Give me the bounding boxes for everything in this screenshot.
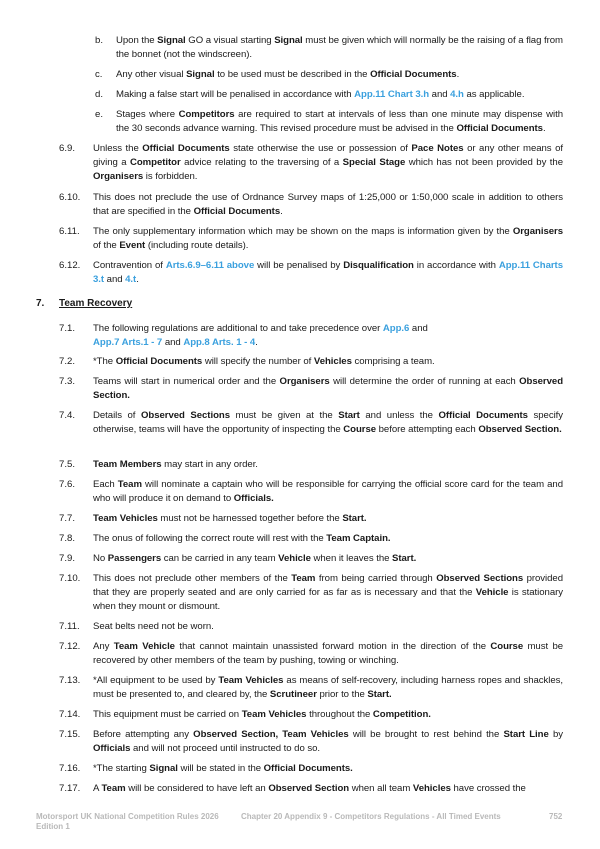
item-7-number: 7.14. xyxy=(59,709,81,720)
defined-term: Special Stage xyxy=(342,157,406,168)
text-run: as applicable. xyxy=(463,89,525,100)
text-run: that cannot maintain unassisted forward motion in the direction of the xyxy=(174,641,491,652)
item-6-text xyxy=(93,259,563,287)
item-6-number: 6.9. xyxy=(59,143,76,154)
defined-term: Official Documents xyxy=(456,123,543,134)
defined-term: Observed Section, Team Vehicles xyxy=(193,729,349,740)
text-run: . xyxy=(136,274,139,285)
defined-term: Team Vehicles xyxy=(241,709,307,720)
text-run: can be carried in any team xyxy=(161,553,279,564)
text-run: and xyxy=(104,274,126,285)
defined-term: Start. xyxy=(342,513,367,524)
item-7-number: 7.16. xyxy=(59,763,81,774)
item-6-text xyxy=(93,191,563,219)
text-run: specify otherwise, teams will have the opportunity of inspecting the xyxy=(93,410,564,435)
item-7-number: 7.6. xyxy=(59,479,76,490)
text-run: will specify the number of xyxy=(202,356,314,367)
text-run: This does not preclude the use of Ordnance Survey maps of 1:25,000 or 1:50,000 scale in addition to others that are specified in the xyxy=(93,192,563,217)
defined-term: Signal xyxy=(149,763,178,774)
text-run: as means of self-recovery, including harness ropes and shackles, must be presented to, and cleared by, the xyxy=(93,675,563,700)
section-number: 7. xyxy=(36,298,45,309)
text-run: and unless the xyxy=(359,410,439,421)
item-7-number: 7.1. xyxy=(59,323,76,334)
footer-edition: Edition 1 xyxy=(36,822,70,831)
item-7-text xyxy=(93,375,563,403)
sub-item-text xyxy=(116,88,563,102)
text-run: by xyxy=(548,729,564,740)
footer-publication-title: Motorsport UK National Competition Rules 2026 xyxy=(36,812,219,821)
text-run: may start in any order. xyxy=(161,459,258,470)
item-6-text xyxy=(93,225,563,253)
sub-item-number: b. xyxy=(95,35,104,46)
text-run: This equipment must be carried on xyxy=(93,709,242,720)
defined-term: Team Vehicles xyxy=(93,513,158,524)
defined-term: Official Documents. xyxy=(263,763,353,774)
text-run: which has not been provided by the xyxy=(405,157,563,168)
defined-term: Team Vehicle xyxy=(113,641,175,652)
text-run: must be recovered by other members of the team by pushing, towing or winching. xyxy=(93,641,564,666)
item-7-number: 7.5. xyxy=(59,459,76,470)
item-7-text xyxy=(93,409,563,437)
text-run: Teams will start in numerical order and the xyxy=(93,376,280,387)
item-7-number: 7.15. xyxy=(59,729,81,740)
defined-term: Competitors xyxy=(178,109,235,120)
text-run: to be used must be described in the xyxy=(214,69,371,80)
item-7-text xyxy=(93,640,563,668)
defined-term: Competitor xyxy=(129,157,181,168)
text-run: The only supplementary information which may be shown on the maps is information given by the xyxy=(93,226,513,237)
defined-term: Start. xyxy=(367,689,392,700)
defined-term: Vehicle xyxy=(475,587,509,598)
text-run: when all team xyxy=(349,783,413,794)
text-run: Details of xyxy=(93,410,141,421)
text-run: will be brought to rest behind the xyxy=(348,729,504,740)
footer-page-number: 752 xyxy=(549,812,563,821)
defined-term: Vehicles xyxy=(412,783,451,794)
text-run: comprising a team. xyxy=(351,356,435,367)
defined-term: Signal xyxy=(274,35,303,46)
item-7-text xyxy=(93,762,563,776)
text-run: have crossed the xyxy=(450,783,526,794)
defined-term: Disqualification xyxy=(343,260,414,271)
item-7-text xyxy=(93,572,563,614)
text-run: or any other means of giving a xyxy=(93,143,563,168)
sub-item-number: d. xyxy=(95,89,104,100)
footer-chapter: Chapter 20 Appendix 9 - Competitors Regulations - All Timed Events xyxy=(241,812,501,821)
defined-term: Team Vehicles xyxy=(218,675,284,686)
text-run: The onus of following the correct route will rest with the xyxy=(93,533,327,544)
text-run: The following regulations are additional to and take precedence over xyxy=(93,323,383,334)
text-run: in accordance with xyxy=(413,260,499,271)
text-run: . xyxy=(456,69,460,80)
item-6-number: 6.12. xyxy=(59,260,81,271)
item-7-text xyxy=(93,478,563,506)
text-run: of the xyxy=(93,240,120,251)
sub-item-number: c. xyxy=(95,69,103,80)
defined-term: Vehicle xyxy=(278,553,311,564)
item-7-text xyxy=(93,512,563,526)
text-run: will determine the order of running at each xyxy=(329,376,520,387)
text-run: advice relating to the traversing of a xyxy=(180,157,343,168)
text-run: Any xyxy=(93,641,114,652)
text-run: state otherwise the use or possession of xyxy=(229,143,412,154)
item-6-text xyxy=(93,142,563,184)
footer-publication xyxy=(36,812,219,832)
defined-term: Organisers xyxy=(512,226,563,237)
item-7-text xyxy=(93,532,563,546)
cross-reference-link[interactable]: App.11 Charts 3.t xyxy=(93,260,563,285)
text-run: will be stated in the xyxy=(177,763,264,774)
defined-term: Competition. xyxy=(372,709,431,720)
text-run: will be penalised by xyxy=(254,260,344,271)
section-title: Team Recovery xyxy=(59,298,133,309)
text-run: Making a false start will be penalised in accordance with xyxy=(116,89,355,100)
item-7-number: 7.10. xyxy=(59,573,81,584)
text-run: Stages where xyxy=(116,109,179,120)
cross-reference-link[interactable]: App.7 Arts.1 - 7 xyxy=(93,337,163,348)
item-7-text xyxy=(93,728,563,756)
text-run: and xyxy=(429,89,451,100)
defined-term: Official Documents xyxy=(142,143,230,154)
text-run: when it leaves the xyxy=(310,553,393,564)
defined-term: Team xyxy=(101,783,126,794)
defined-term: Observed Sections xyxy=(140,410,230,421)
text-run: Before attempting any xyxy=(93,729,194,740)
sub-item-number: e. xyxy=(95,109,104,120)
item-6-number: 6.10. xyxy=(59,192,81,203)
item-7-text xyxy=(93,355,563,369)
text-run: . xyxy=(280,206,283,217)
defined-term: Passengers xyxy=(107,553,162,564)
text-run: *All equipment to be used by xyxy=(93,675,219,686)
item-7-number: 7.17. xyxy=(59,783,81,794)
sub-item-text xyxy=(116,108,563,136)
defined-term: Event xyxy=(119,240,146,251)
defined-term: Vehicles xyxy=(313,356,352,367)
defined-term: Officials. xyxy=(233,493,274,504)
text-run: No xyxy=(93,553,108,564)
defined-term: Official Documents xyxy=(438,410,528,421)
defined-term: Team Captain. xyxy=(326,533,391,544)
defined-term: Officials xyxy=(93,743,131,754)
defined-term: Scrutineer xyxy=(269,689,317,700)
defined-term: Observed Section. xyxy=(478,424,562,435)
text-run: Each xyxy=(93,479,118,490)
defined-term: Official Documents xyxy=(193,206,281,217)
cross-reference-link[interactable]: Arts.6.9–6.11 above xyxy=(165,260,255,271)
item-7-text xyxy=(93,782,563,796)
defined-term: Organisers xyxy=(279,376,330,387)
text-run: . xyxy=(542,123,546,134)
text-run: . xyxy=(255,337,258,348)
text-run: provided that they are properly seated and are only carried for as far as is necessary and that the xyxy=(93,573,563,598)
item-7-text xyxy=(93,322,563,350)
text-run: GO a visual starting xyxy=(185,35,275,46)
text-run: from being carried through xyxy=(315,573,437,584)
item-7-number: 7.3. xyxy=(59,376,76,387)
text-run: are required to start at intervals of less than one minute may dispense with the 30 seconds advance warning. This revised procedure must be advised in the xyxy=(116,109,563,134)
defined-term: Start. xyxy=(392,553,417,564)
text-run: Contravention of xyxy=(93,260,166,271)
defined-term: Official Documents xyxy=(370,69,457,80)
sub-item-text xyxy=(116,34,563,62)
sub-item-text xyxy=(116,68,563,82)
cross-reference-link[interactable]: App.8 Arts. 1 - 4 xyxy=(183,337,256,348)
defined-term: Official Documents xyxy=(115,356,203,367)
text-run: Seat belts need not be worn. xyxy=(93,621,214,632)
cross-reference-link[interactable]: App.6 xyxy=(382,323,410,334)
text-run: and will not proceed until instructed to do so. xyxy=(130,743,320,754)
text-run: throughout the xyxy=(306,709,373,720)
text-run: and xyxy=(162,337,184,348)
text-run: before attempting each xyxy=(376,424,479,435)
item-7-number: 7.8. xyxy=(59,533,76,544)
text-run: Any other visual xyxy=(116,69,187,80)
item-7-number: 7.13. xyxy=(59,675,81,686)
cross-reference-link[interactable]: App.11 Chart 3.h xyxy=(354,89,430,100)
defined-term: Course xyxy=(343,424,377,435)
text-run: must not be harnessed together before the xyxy=(157,513,343,524)
defined-term: Team Members xyxy=(93,459,162,470)
defined-term: Signal xyxy=(157,35,186,46)
defined-term: Team xyxy=(291,573,316,584)
item-7-number: 7.7. xyxy=(59,513,76,524)
item-7-text xyxy=(93,620,563,634)
text-run: Unless the xyxy=(93,143,143,154)
text-run: Upon the xyxy=(116,35,158,46)
item-7-number: 7.2. xyxy=(59,356,76,367)
text-run: A xyxy=(93,783,102,794)
text-run: This does not preclude other members of the xyxy=(93,573,292,584)
item-6-number: 6.11. xyxy=(59,226,80,237)
defined-term: Observed Sections xyxy=(436,573,524,584)
text-run: *The xyxy=(93,356,116,367)
defined-term: Start Line xyxy=(503,729,549,740)
defined-term: Course xyxy=(490,641,524,652)
item-7-text xyxy=(93,708,563,722)
text-run: is forbidden. xyxy=(143,171,198,182)
defined-term: Signal xyxy=(186,69,215,80)
defined-term: Start xyxy=(338,410,360,421)
text-run: must be given at the xyxy=(229,410,339,421)
text-run: *The starting xyxy=(93,763,150,774)
text-run: will be considered to have left an xyxy=(125,783,269,794)
text-run: must be given which will normally be the raising of a flag from the bonnet (not the windscreen). xyxy=(116,35,563,60)
item-7-text xyxy=(93,552,563,566)
defined-term: Pace Notes xyxy=(411,143,464,154)
defined-term: Observed Section xyxy=(268,783,350,794)
text-run: (including route details). xyxy=(145,240,249,251)
defined-term: Observed Section. xyxy=(93,376,563,401)
text-run: and xyxy=(409,323,428,334)
item-7-number: 7.9. xyxy=(59,553,76,564)
item-7-text xyxy=(93,458,563,472)
defined-term: Team xyxy=(117,479,142,490)
text-run: is stationary when they mount or dismount. xyxy=(93,587,563,612)
cross-reference-link[interactable]: 4.h xyxy=(450,89,464,100)
item-7-number: 7.11. xyxy=(59,621,80,632)
item-7-number: 7.12. xyxy=(59,641,81,652)
defined-term: Organisers xyxy=(93,171,144,182)
cross-reference-link[interactable]: 4.t xyxy=(125,274,137,285)
item-7-text xyxy=(93,674,563,702)
text-run: prior to the xyxy=(316,689,368,700)
item-7-number: 7.4. xyxy=(59,410,76,421)
text-run: will nominate a captain who will be responsible for carrying the official score card for the team and who will produce it on demand to xyxy=(93,479,563,504)
